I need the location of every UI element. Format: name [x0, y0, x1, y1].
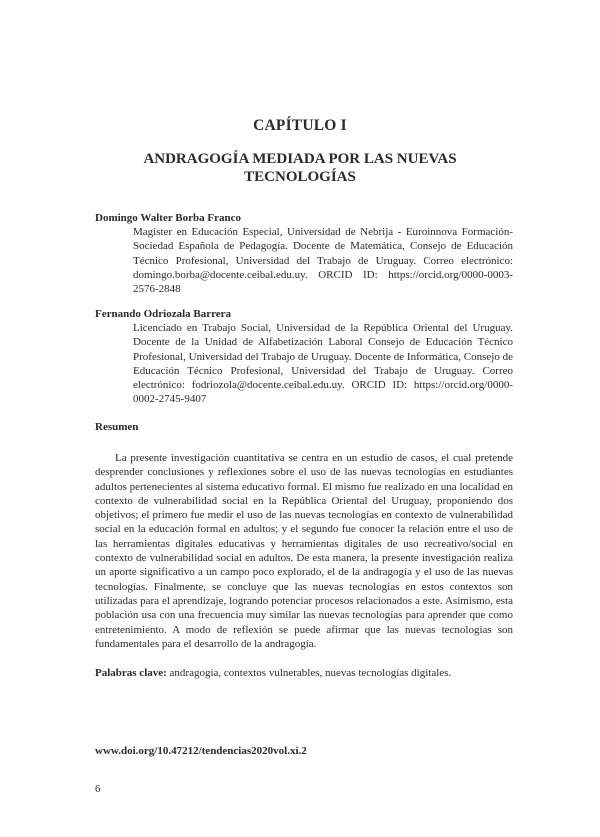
author-bio: Magister en Educación Especial, Universidad de Nebrija - Euroinnova Formación- Sociedad Española de Pedagogía. Docente de Matemática, Consejo de Educación Técnico Profesional, Universidad del Trabajo de Uruguay. Correo electrónico: domingo.borba@docente.ceibal.edu.uy. ORCID ID: https://orcid.org/0000-0003-2576-2848	[133, 226, 513, 296]
author-bio: Licenciado en Trabajo Social, Universidad de la República Oriental del Uruguay. Docente de la Unidad de Alfabetización Laboral Consejo de Educación Técnico Profesional, Universidad del Trabajo de Uruguay. Docente de Informática, Consejo de Educación Técnico Profesional, Universidad del Trabajo de Uruguay. Correo electrónico: fodriozola@docente.ceibal.edu.uy. ORCID ID: https://orcid.org/0000-0002-2745-9407	[133, 322, 513, 406]
keywords-label: Palabras clave:	[95, 667, 167, 679]
chapter-title-line2: TECNOLOGÍAS	[244, 169, 356, 185]
chapter-title	[0, 150, 600, 186]
keywords	[95, 667, 515, 679]
chapter-label: CAPÍTULO I	[253, 117, 347, 134]
abstract-text: La presente investigación cuantitativa se centra en un estudio de casos, el cual pretende desprender conclusiones y reflexiones sobre el uso de las nuevas tecnologías en estudiantes adultos pertenecientes al sistema educativo formal. El mismo fue realizado en una localidad en contexto de vulnerabilidad social en la República Oriental del Uruguay, proponiendo dos objetivos; el primero fue medir el uso de las nuevas tecnologías en contexto de vulnerabilidad social en la educación formal en adultos; y el segundo fue conocer la relación entre el uso de las herramientas digitales educativas y herramientas digitales de uso recreativo/social en contexto de vulnerabilidad social en adultos. De esta manera, la presente investigación realiza un aporte significativo a un campo poco explorado, el de la andragogía y el uso de las nuevas tecnologías. Finalmente, se concluye que las nuevas tecnologías en estos contextos son utilizadas para el aprendizaje, logrando potenciar procesos relacionados a este. Asimismo, esta población usa con una frecuencia muy similar las nuevas tecnologías para aprender que como entretenimiento. A modo de reflexión se puede afirmar que las nuevas tecnologías son fundamentales para el desarrollo de la andragogía.	[95, 452, 513, 650]
abstract-heading: Resumen	[95, 421, 139, 433]
chapter-title-line1: ANDRAGOGÍA MEDIADA POR LAS NUEVAS	[143, 151, 457, 167]
author-name: Fernando Odriozala Barrera	[95, 308, 232, 320]
keywords-text: andragogía, contextos vulnerables, nuevas tecnologías digitales.	[166, 667, 452, 679]
page-number: 6	[95, 784, 101, 795]
author-name: Domingo Walter Borba Franco	[95, 212, 241, 224]
doi-link[interactable]: www.doi.org/10.47212/tendencias2020vol.xi.2	[95, 745, 307, 757]
